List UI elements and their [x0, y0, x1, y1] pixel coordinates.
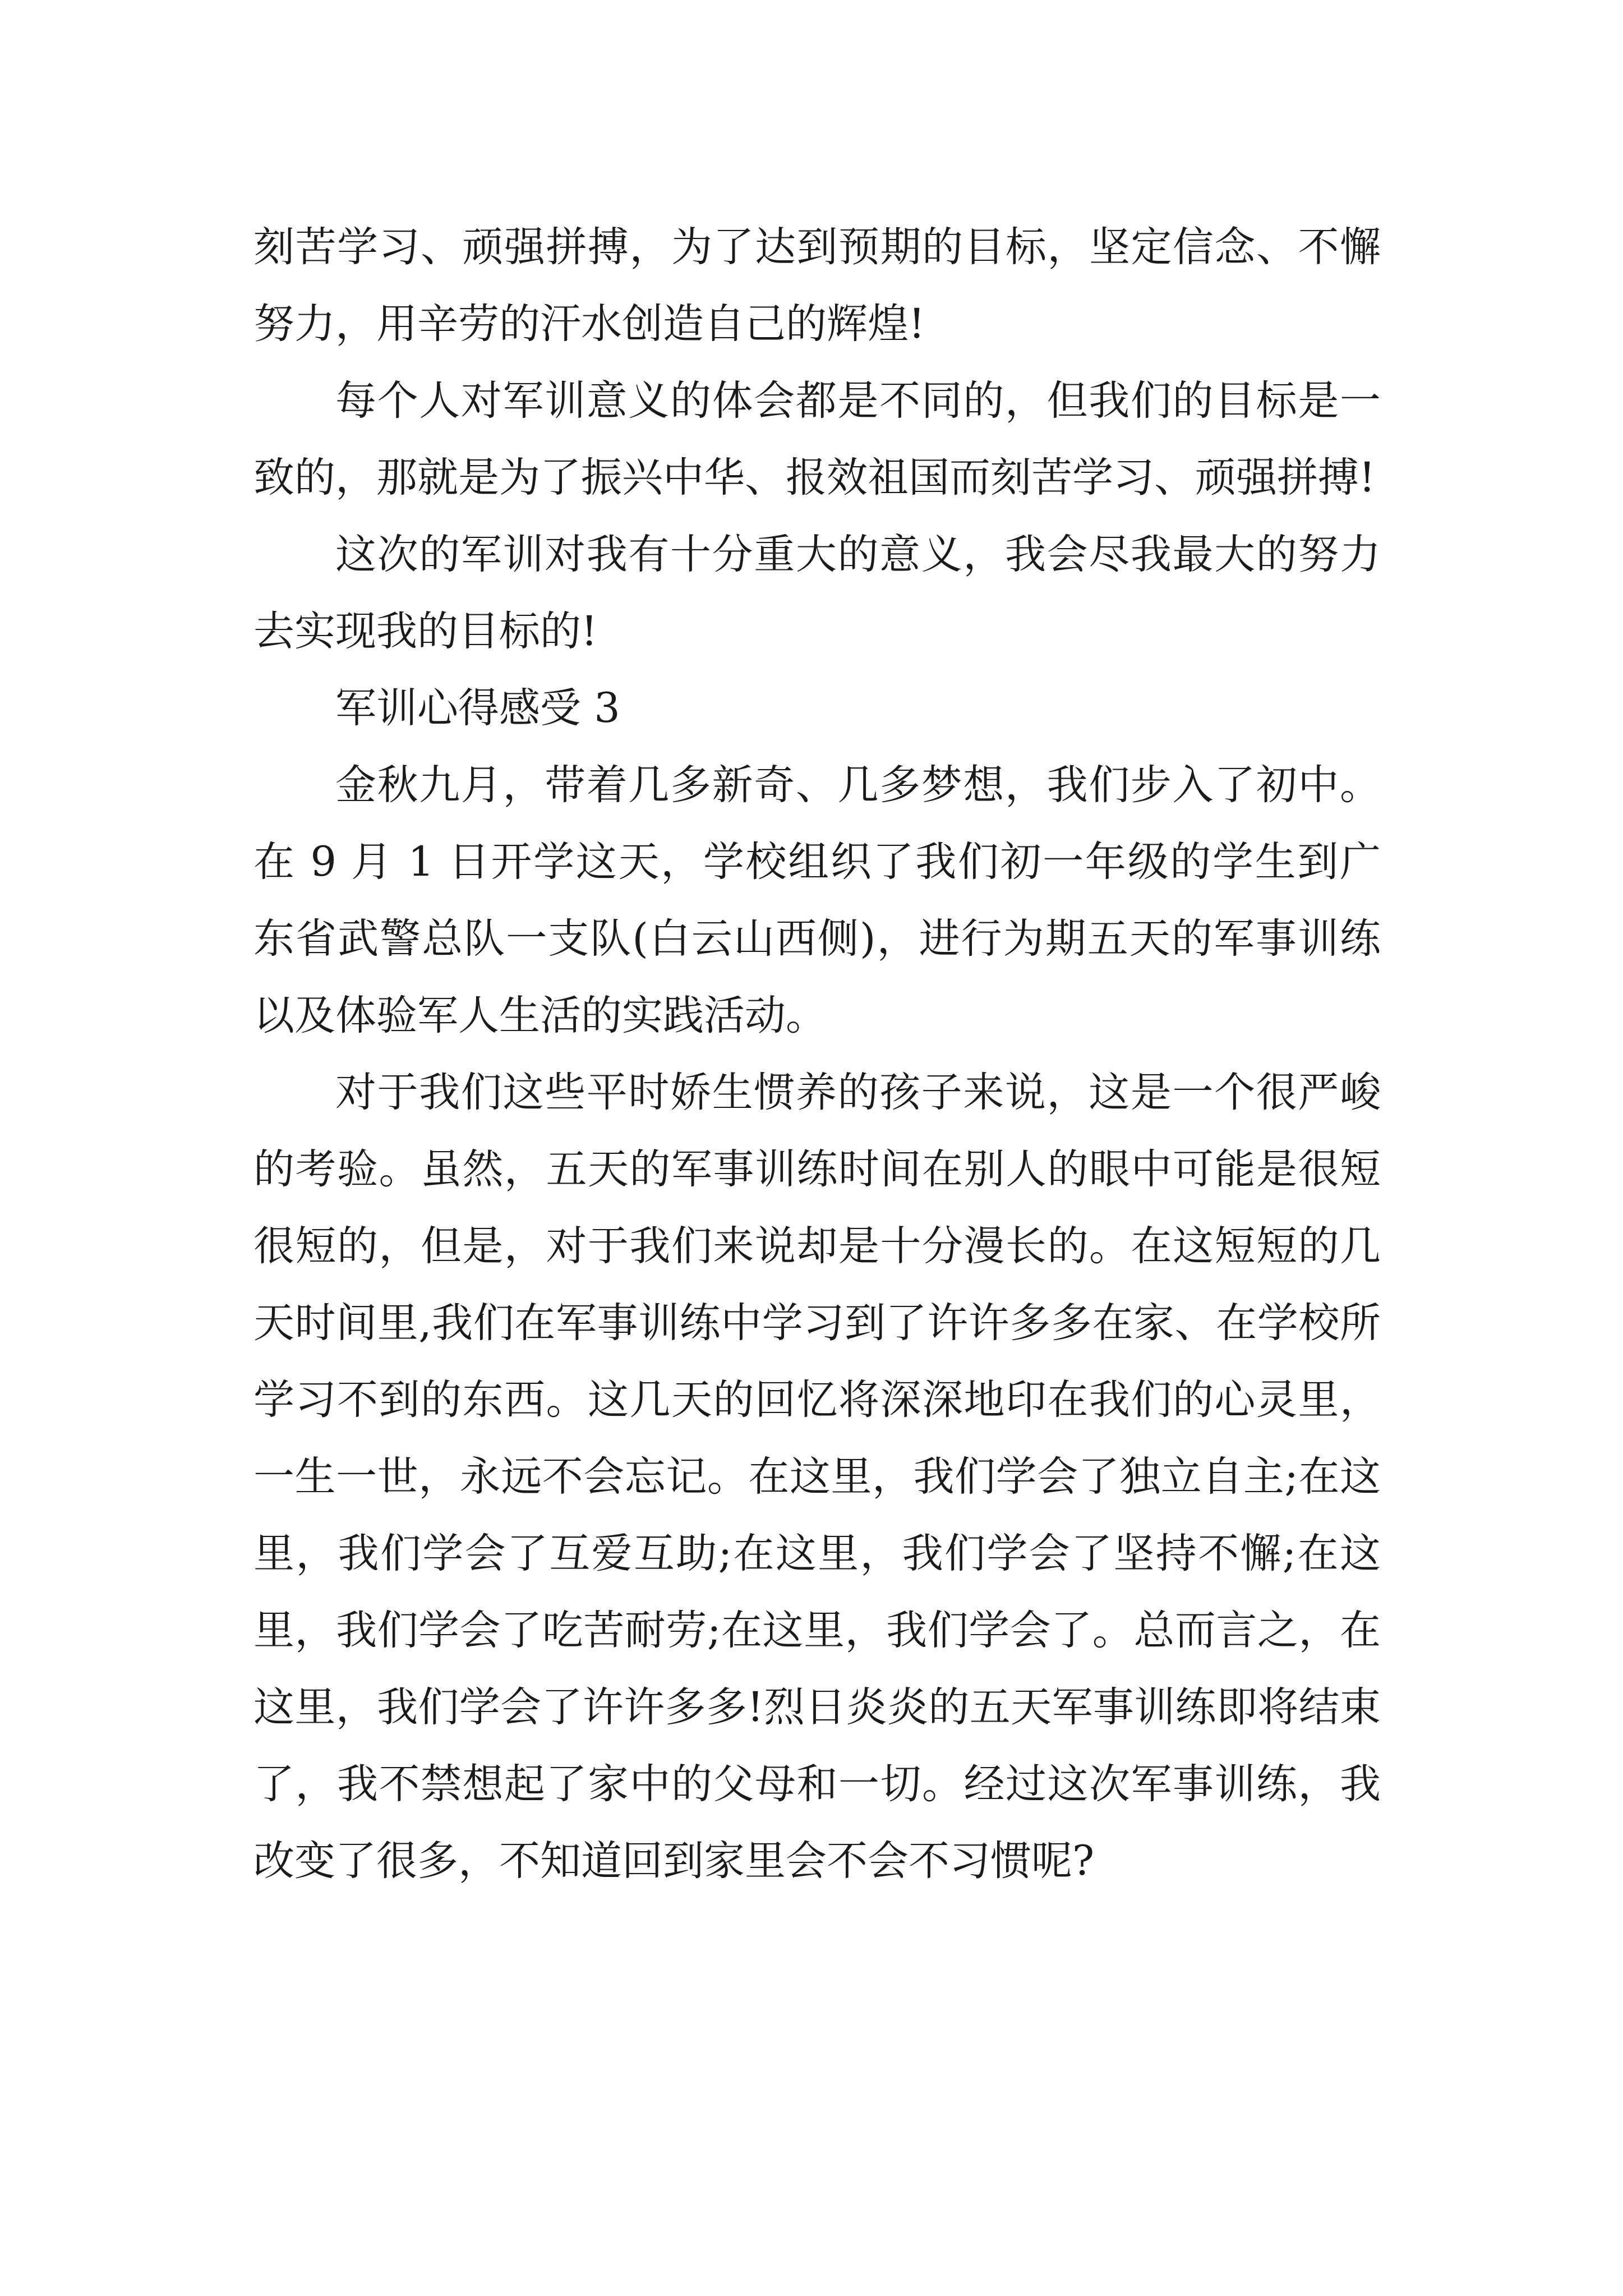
- document-body: [253, 209, 1381, 1899]
- section-heading: 军训心得感受 3: [335, 684, 620, 732]
- paragraph-significance: 这次的军训对我有十分重大的意义，我会尽我最大的努力去实现我的目标的!: [253, 531, 1381, 655]
- paragraph-training: 对于我们这些平时娇生惯养的孩子来说，这是一个很严峻的考验。虽然，五天的军事训练时间在别人的眼中可能是很短很短的，但是，对于我们来说却是十分漫长的。在这短短的几天时间里,我们在军事训练中学习到了许许多多在家、在学校所学习不到的东西。这几天的回忆将深深地印在我们的心灵里，一生一世，永远不会忘记。在这里，我们学会了独立自主;在这里，我们学会了互爱互助;在这里，我们学会了坚持不懈;在这里，我们学会了吃苦耐劳;在这里，我们学会了。总而言之，在这里，我们学会了许许多多!烈日炎炎的五天军事训练即将结束了，我不禁想起了家中的父母和一切。经过这次军事训练，我改变了很多，不知道回到家里会不会不习惯呢?: [253, 1069, 1381, 1885]
- paragraph-autumn: 金秋九月，带着几多新奇、几多梦想，我们步入了初中。在 9 月 1 日开学这天，学校组织了我们初一年级的学生到广东省武警总队一支队(白云山西侧)，进行为期五天的军事训练以及体验军人生活的实践活动。: [253, 761, 1381, 1039]
- paragraph-goal: 每个人对军训意义的体会都是不同的，但我们的目标是一致的，那就是为了振兴中华、报效祖国而刻苦学习、顽强拼搏!: [253, 377, 1381, 501]
- paragraph-continued: 刻苦学习、顽强拼搏，为了达到预期的目标，坚定信念、不懈努力，用辛劳的汗水创造自己的辉煌!: [253, 223, 1381, 348]
